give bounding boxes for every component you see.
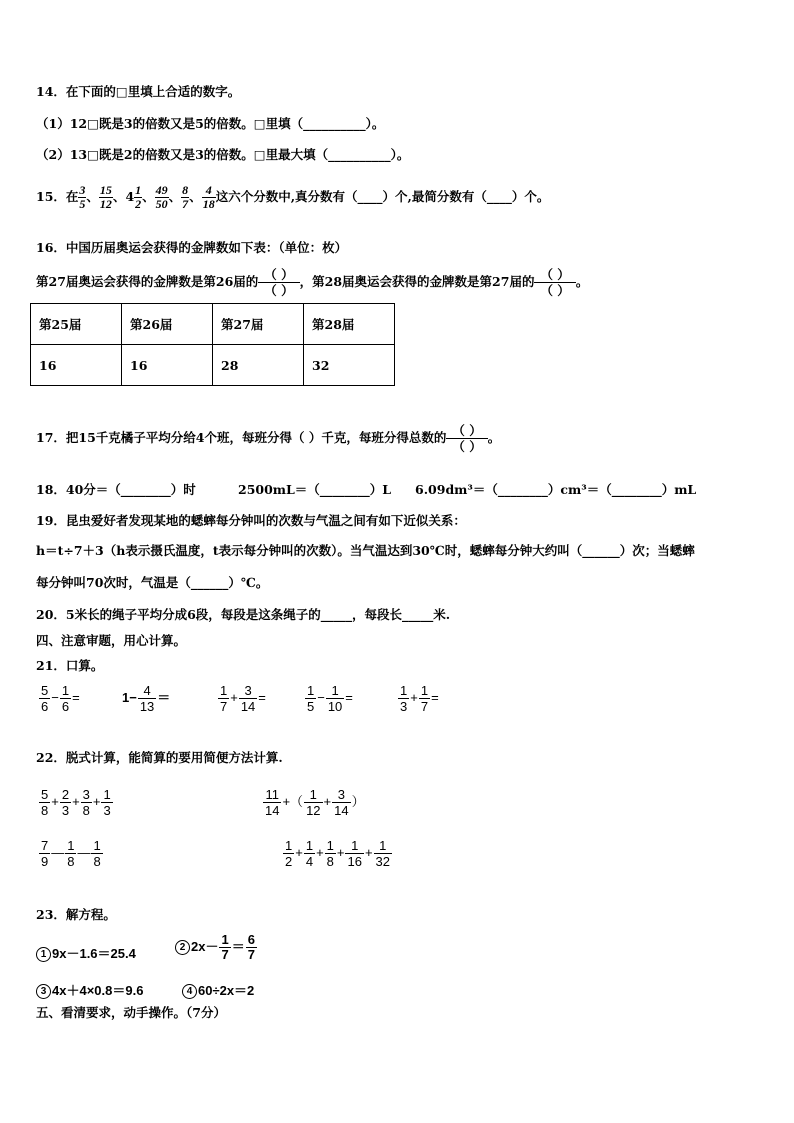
numerator: 1	[379, 838, 387, 853]
operator: +	[92, 793, 101, 809]
denominator: 7	[220, 699, 228, 714]
denominator: 50	[155, 197, 168, 211]
q17-line	[36, 417, 500, 459]
separator: 、	[142, 189, 155, 204]
mixed-whole: 4	[125, 189, 135, 204]
fraction	[305, 683, 316, 714]
q14-title: 14．在下面的□里填上合适的数字。	[36, 84, 241, 99]
numerator: 6	[247, 932, 255, 947]
circled-number-4: 4	[182, 984, 197, 999]
fraction	[304, 787, 322, 818]
table-header-cell: 第27届	[213, 304, 304, 345]
denominator: 8	[326, 854, 334, 869]
denominator: 8	[82, 803, 90, 818]
q17-text-b: 。	[487, 430, 501, 445]
q16-text-b: ，第28届奥运会获得的金牌数是第27届的	[299, 274, 535, 289]
numerator: 15	[99, 183, 112, 197]
table-header-cell: 第26届	[122, 304, 213, 345]
blank-numerator: （ ）	[264, 267, 294, 282]
fraction	[419, 683, 430, 714]
section-5-title: 五、看清要求，动手操作。（7分）	[36, 1005, 226, 1020]
operator: —	[51, 844, 65, 860]
numerator: 1	[307, 683, 315, 698]
q23-equation-4	[182, 980, 254, 999]
table-header-row	[31, 304, 395, 345]
equation-text: 4x＋4×0.8＝9.6	[52, 983, 144, 998]
numerator: 1	[61, 683, 70, 698]
q23-equation-2	[175, 933, 258, 962]
fraction	[283, 838, 294, 869]
q17-blank-fraction	[446, 423, 487, 454]
operator: ）	[351, 793, 365, 809]
fraction	[39, 787, 50, 818]
table-cell: 32	[304, 345, 395, 386]
blank-denominator: （ ）	[258, 282, 299, 298]
oral-calc-item	[217, 683, 266, 714]
fraction	[219, 933, 230, 962]
denominator: 2	[135, 197, 142, 211]
q22-expression-3	[38, 838, 104, 869]
q16-text-a: 第27届奥运会获得的金牌数是第26届的	[36, 274, 259, 289]
separator: 、	[86, 189, 99, 204]
fraction	[39, 838, 50, 869]
operator: +	[51, 793, 59, 809]
fraction	[60, 787, 71, 818]
denominator: 5	[307, 699, 315, 714]
table-cell: 16	[31, 345, 122, 386]
equation-text: 60÷2x＝2	[198, 983, 255, 998]
equals-sign: =	[345, 689, 353, 705]
fraction	[326, 683, 344, 714]
circled-number-3: 3	[36, 984, 51, 999]
denominator: 13	[139, 699, 155, 714]
fraction	[99, 184, 113, 211]
fraction	[39, 683, 50, 714]
fraction	[325, 838, 336, 869]
denominator: 2	[285, 854, 293, 869]
numerator: 3	[82, 787, 90, 802]
equals-sign: ＝	[157, 689, 171, 705]
equation-text: 9x－1.6＝25.4	[52, 946, 136, 961]
numerator: 3	[79, 183, 86, 197]
q19-line-3: 每分钟叫70次时，气温是（______）℃。	[36, 575, 269, 590]
numerator: 8	[182, 183, 189, 197]
q16-title: 16．中国历届奥运会获得的金牌数如下表：（单位：枚）	[36, 240, 348, 255]
denominator: 32	[375, 854, 391, 869]
numerator: 4	[143, 683, 151, 698]
numerator: 1	[420, 683, 429, 698]
operator: +	[230, 689, 238, 705]
q20-text: 20．5米长的绳子平均分成6段，每段是这条绳子的_____，每段长_____米.	[36, 607, 451, 622]
numerator: 1	[135, 183, 142, 197]
oral-calc-item	[122, 683, 170, 714]
denominator: 9	[41, 854, 49, 869]
numerator: 5	[41, 787, 49, 802]
q18-part-c: 6.09dm³＝（________）cm³＝（________）mL	[415, 482, 697, 497]
fraction	[134, 184, 142, 211]
q18-part-b: 2500mL＝（________）L	[238, 482, 392, 497]
separator: 、	[189, 189, 202, 204]
numerator: 1	[326, 838, 334, 853]
gold-medal-table	[30, 303, 395, 386]
fraction	[181, 184, 189, 211]
operator: +	[336, 844, 345, 860]
fraction	[304, 838, 315, 869]
q23-equation-1	[36, 943, 136, 962]
fraction	[263, 787, 281, 818]
operator: +	[295, 844, 303, 860]
numerator: 2	[61, 787, 70, 802]
blank-denominator: （ ）	[534, 282, 575, 298]
denominator: 6	[41, 699, 49, 714]
fraction	[202, 184, 216, 211]
denominator: 5	[79, 197, 86, 211]
q16-sentence	[36, 262, 588, 302]
numerator: 1	[309, 787, 317, 802]
table-cell: 16	[122, 345, 213, 386]
separator: 、	[112, 189, 126, 204]
denominator: 8	[93, 854, 101, 869]
fraction	[101, 787, 112, 818]
denominator: 18	[202, 197, 215, 211]
q15-fraction-list	[78, 183, 215, 211]
oral-calc-item	[304, 683, 353, 714]
numerator: 4	[205, 183, 212, 197]
fraction	[239, 683, 257, 714]
numerator: 1	[400, 683, 408, 698]
denominator: 12	[99, 197, 112, 211]
operator: −	[51, 689, 59, 705]
equals-sign: =	[72, 689, 80, 705]
operator: +	[364, 844, 373, 860]
q14-part2: （2）13□既是2的倍数又是3的倍数。□里最大填（__________）。	[36, 147, 410, 162]
table-cell: 28	[213, 345, 304, 386]
denominator: 7	[247, 947, 255, 962]
fraction	[332, 787, 350, 818]
fraction	[81, 787, 92, 818]
numerator: 3	[244, 683, 252, 698]
operator: +	[316, 844, 324, 860]
equation-text: ＝	[231, 938, 245, 954]
q19-line-2: h＝t÷7＋3（h表示摄氏温度，t表示每分钟叫的次数）。当气温达到30℃时，蟋蟀每分钟大约叫（______）次；当蟋蟀	[36, 543, 695, 558]
denominator: 14	[265, 803, 280, 818]
denominator: 3	[103, 803, 111, 818]
numerator: 1	[220, 683, 228, 698]
operator: +	[410, 689, 418, 705]
denominator: 4	[305, 854, 314, 869]
denominator: 14	[334, 803, 349, 818]
whole-number: 1−	[122, 689, 137, 705]
circled-number-1: 1	[36, 947, 51, 962]
fraction	[138, 683, 156, 714]
fraction	[155, 184, 169, 211]
q15-suffix: 这六个分数中,真分数有（____）个,最简分数有（____）个。	[215, 189, 550, 204]
denominator: 16	[347, 854, 362, 869]
denominator: 12	[306, 803, 321, 818]
blank-numerator: （ ）	[540, 267, 570, 282]
operator: +（	[282, 793, 304, 809]
denominator: 3	[400, 699, 408, 714]
denominator: 14	[240, 699, 256, 714]
denominator: 7	[221, 947, 229, 962]
fraction	[218, 683, 229, 714]
denominator: 8	[41, 803, 49, 818]
section-4-title: 四、注意审题，用心计算。	[36, 633, 187, 648]
fraction	[246, 933, 257, 962]
denominator: 7	[182, 197, 189, 211]
q22-title: 22．脱式计算，能简算的要用简便方法计算.	[36, 750, 283, 765]
q18-part-a: 18．40分＝（________）时	[36, 482, 196, 497]
blank-numerator: （ ）	[452, 423, 482, 438]
fraction	[374, 838, 392, 869]
denominator: 10	[327, 699, 343, 714]
numerator: 49	[155, 183, 168, 197]
table-header-cell: 第25届	[31, 304, 122, 345]
numerator: 7	[41, 838, 49, 853]
numerator: 3	[337, 787, 345, 802]
operator: —	[77, 844, 91, 860]
numerator: 1	[285, 838, 293, 853]
table-row	[31, 345, 395, 386]
operator: +	[323, 793, 332, 809]
fraction	[398, 683, 409, 714]
q22-expression-2	[262, 787, 365, 818]
operator: +	[72, 793, 80, 809]
separator: 、	[168, 189, 182, 204]
q21-title: 21．口算。	[36, 658, 104, 673]
q15-prefix: 15．在	[36, 189, 79, 204]
oral-calc-item	[397, 683, 439, 714]
equals-sign: =	[431, 689, 439, 705]
fraction	[65, 838, 76, 869]
q22-expression-1	[38, 787, 114, 818]
q17-text-a: 17．把15千克橘子平均分给4个班，每班分得（ ）千克，每班分得总数的	[36, 430, 447, 445]
fraction	[60, 683, 71, 714]
q15-line	[36, 180, 549, 214]
q16-blank-fraction-1	[258, 267, 299, 298]
oral-calc-item	[38, 683, 80, 714]
numerator: 1	[103, 787, 111, 802]
q19-line-1: 19．昆虫爱好者发现某地的蟋蟀每分钟叫的次数与气温之间有如下近似关系：	[36, 513, 466, 528]
fraction	[91, 838, 102, 869]
numerator: 1	[221, 932, 229, 947]
denominator: 3	[61, 803, 70, 818]
numerator: 1	[93, 838, 101, 853]
q23-title: 23．解方程。	[36, 907, 116, 922]
denominator: 6	[61, 699, 70, 714]
q23-equation-3	[36, 980, 143, 999]
operator: −	[317, 689, 325, 705]
circled-number-2: 2	[175, 940, 190, 955]
q16-text-c: 。	[575, 274, 589, 289]
q14-part1: （1）12□既是3的倍数又是5的倍数。□里填（__________）。	[36, 116, 385, 131]
denominator: 8	[67, 854, 75, 869]
numerator: 1	[331, 683, 339, 698]
blank-denominator: （ ）	[446, 438, 487, 454]
equation-text: 2x－	[191, 938, 219, 954]
numerator: 1	[351, 838, 359, 853]
q16-blank-fraction-2	[534, 267, 575, 298]
numerator: 5	[41, 683, 49, 698]
equals-sign: =	[258, 689, 266, 705]
table-header-cell: 第28届	[304, 304, 395, 345]
numerator: 1	[305, 838, 314, 853]
numerator: 1	[67, 838, 75, 853]
q22-expression-4	[282, 838, 393, 869]
fraction	[345, 838, 363, 869]
denominator: 7	[420, 699, 429, 714]
numerator: 11	[265, 787, 279, 802]
